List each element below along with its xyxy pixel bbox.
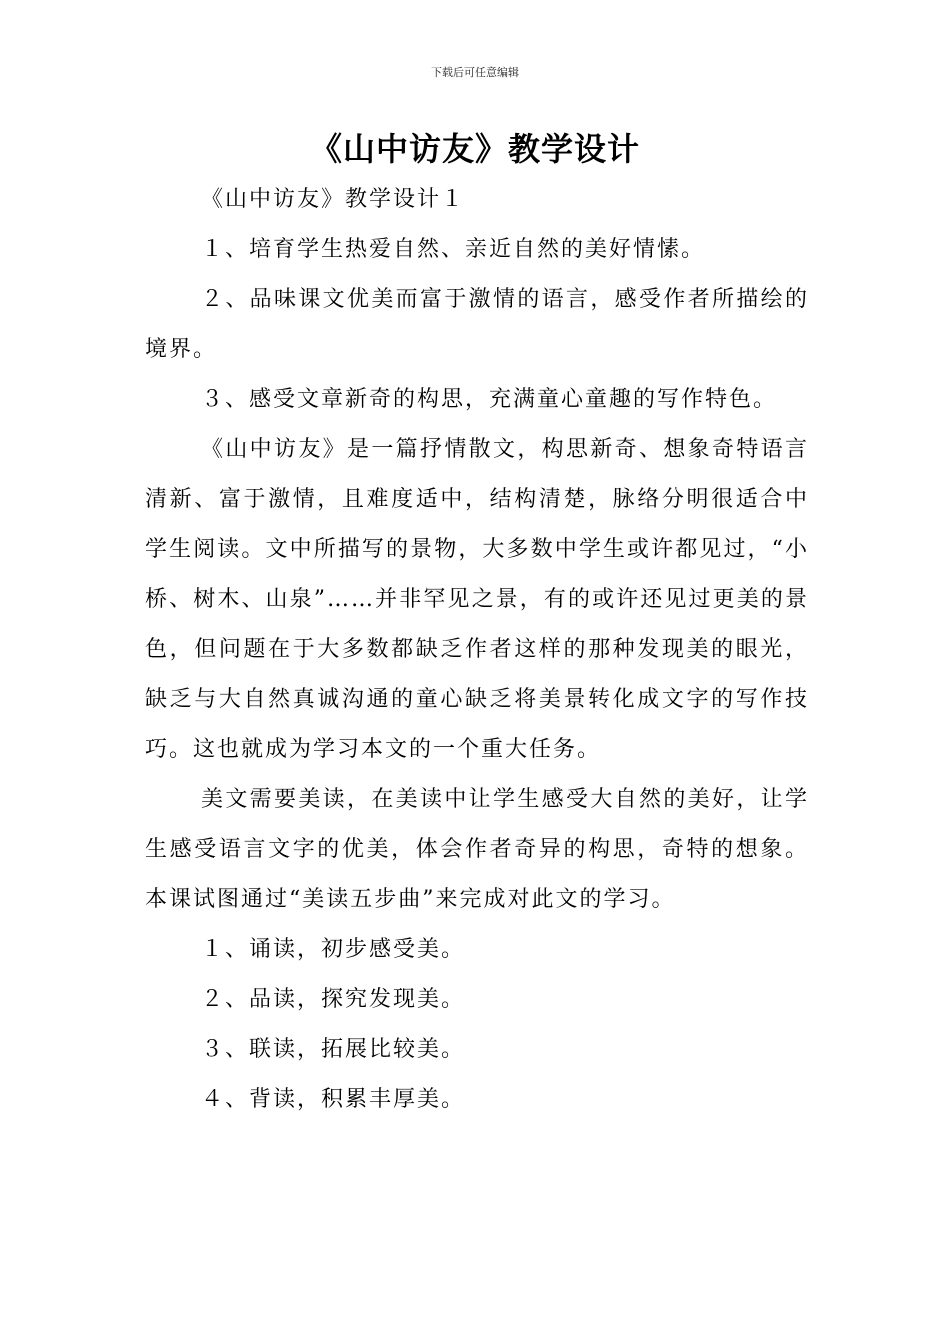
objective-item-3: ３、感受文章新奇的构思，充满童心童趣的写作特色。 <box>201 387 778 412</box>
document-title: 《山中访友》教学设计 <box>309 130 640 168</box>
header-note: 下载后可任意编辑 <box>431 66 519 79</box>
analysis-paragraph: 《山中访友》是一篇抒情散文，构思新奇、想象奇特语言清新、富于激情，且难度适中，结构清楚，脉络分明很适合中学生阅读。文中所描写的景物，大多数中学生或许都见过，“小桥、树木、山泉”……并非罕见之景，有的或许还见过更美的景色，但问题在于大多数都缺乏作者这样的那种发现美的眼光，缺乏与大自然真诚沟通的童心缺乏将美景转化成文字的写作技巧。这也就成为学习本文的一个重大任务。 <box>145 437 809 762</box>
method-paragraph: 美文需要美读，在美读中让学生感受大自然的美好，让学生感受语言文字的优美，体会作者奇异的构思，奇特的想象。本课试图通过“美读五步曲”来完成对此文的学习。 <box>145 787 809 912</box>
objective-item-1: １、培育学生热爱自然、亲近自然的美好情愫。 <box>201 237 706 262</box>
objective-item-2: ２、品味课文优美而富于激情的语言，感受作者所描绘的境界。 <box>145 287 809 362</box>
step-item-3: ３、联读，拓展比较美。 <box>201 1037 466 1062</box>
step-item-1: １、诵读，初步感受美。 <box>201 937 466 962</box>
document-body <box>145 175 809 1125</box>
step-item-2: ２、品读，探究发现美。 <box>201 987 466 1012</box>
section-heading: 《山中访友》教学设计１ <box>201 187 466 212</box>
step-item-4: ４、背读，积累丰厚美。 <box>201 1087 466 1112</box>
